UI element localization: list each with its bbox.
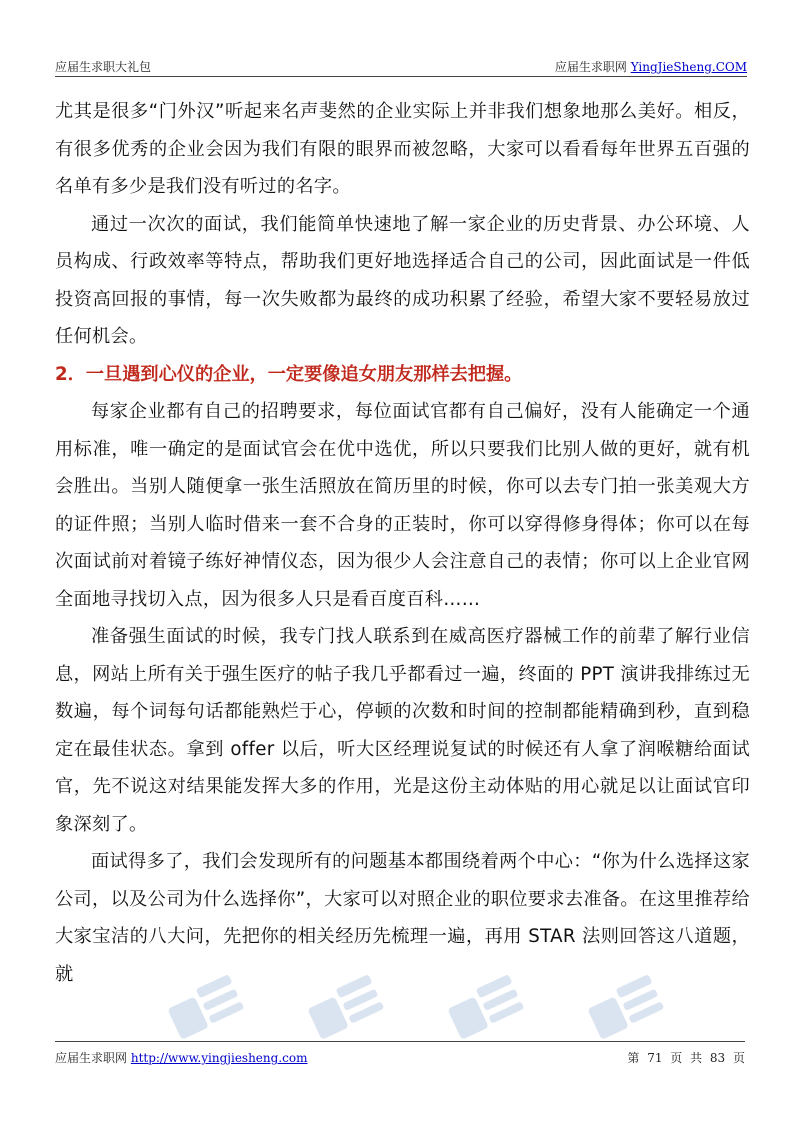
header-site-link[interactable]: YingJieSheng.COM [630,60,747,74]
header-title: 应届生求职大礼包 [55,60,152,74]
watermark-strip [0,975,800,1045]
paragraph-5: 面试得多了，我们会发现所有的问题基本都围绕着两个中心：“你为什么选择这家公司，以及公司为什么选择你”，大家可以对照企业的职位要求去准备。在这里推荐给大家宝洁的八大问，先把你的相关经历先梳理一遍，再用 STAR 法则回答这八道题，就 [55,851,750,985]
page-body [55,93,750,993]
page-footer [55,1041,745,1066]
watermark-logo-icon [290,975,400,1039]
page-number: 第 71 页 共 83 页 [627,1051,745,1065]
paragraph-4: 准备强生面试的时候，我专门找人联系到在威高医疗器械工作的前辈了解行业信息，网站上所有关于强生医疗的帖子我几乎都看过一遍，终面的 PPT 演讲我排练过无数遍，每个词每句话都能熟烂于心，停顿的次数和时间的控制都能精确到秒，直到稳定在最佳状态。拿到 offer 以后，听大区经理说复试的时候还有人拿了润喉糖给面试官，先不说这对结果能发挥大多的作用，光是这份主动体贴的用心就足以让面试官印象深刻了。 [55,626,750,835]
paragraph-3: 每家企业都有自己的招聘要求，每位面试官都有自己偏好，没有人能确定一个通用标准，唯一确定的是面试官会在优中选优，所以只要我们比别人做的更好，就有机会胜出。当别人随便拿一张生活照放在简历里的时候，你可以去专门拍一张美观大方的证件照；当别人临时借来一套不合身的正装时，你可以穿得修身得体；你可以在每次面试前对着镜子练好神情仪态，因为很少人会注意自己的表情；你可以上企业官网全面地寻找切入点，因为很多人只是看百度百科…… [55,401,750,610]
section-heading: 2．一旦遇到心仪的企业，一定要像追女朋友那样去把握。 [55,363,523,385]
footer-site [55,1049,307,1066]
watermark-logo-icon [570,975,680,1039]
header-site [555,58,747,75]
footer-site-name: 应届生求职网 [55,1051,128,1065]
header-site-name: 应届生求职网 [554,60,627,74]
page-header [55,56,747,77]
paragraph-1: 尤其是很多“门外汉”听起来名声斐然的企业实际上并非我们想象地那么美好。相反，有很多优秀的企业会因为我们有限的眼界而被忽略，大家可以看看每年世界五百强的名单有多少是我们没有听过的名字。 [55,101,750,197]
watermark-logo-icon [430,975,540,1039]
footer-site-link[interactable]: http://www.yingjiesheng.com [130,1051,308,1065]
paragraph-2: 通过一次次的面试，我们能简单快速地了解一家企业的历史背景、办公环境、人员构成、行政效率等特点，帮助我们更好地选择适合自己的公司，因此面试是一件低投资高回报的事情，每一次失败都为最终的成功积累了经验，希望大家不要轻易放过任何机会。 [55,213,750,347]
watermark-logo-icon [150,975,260,1039]
